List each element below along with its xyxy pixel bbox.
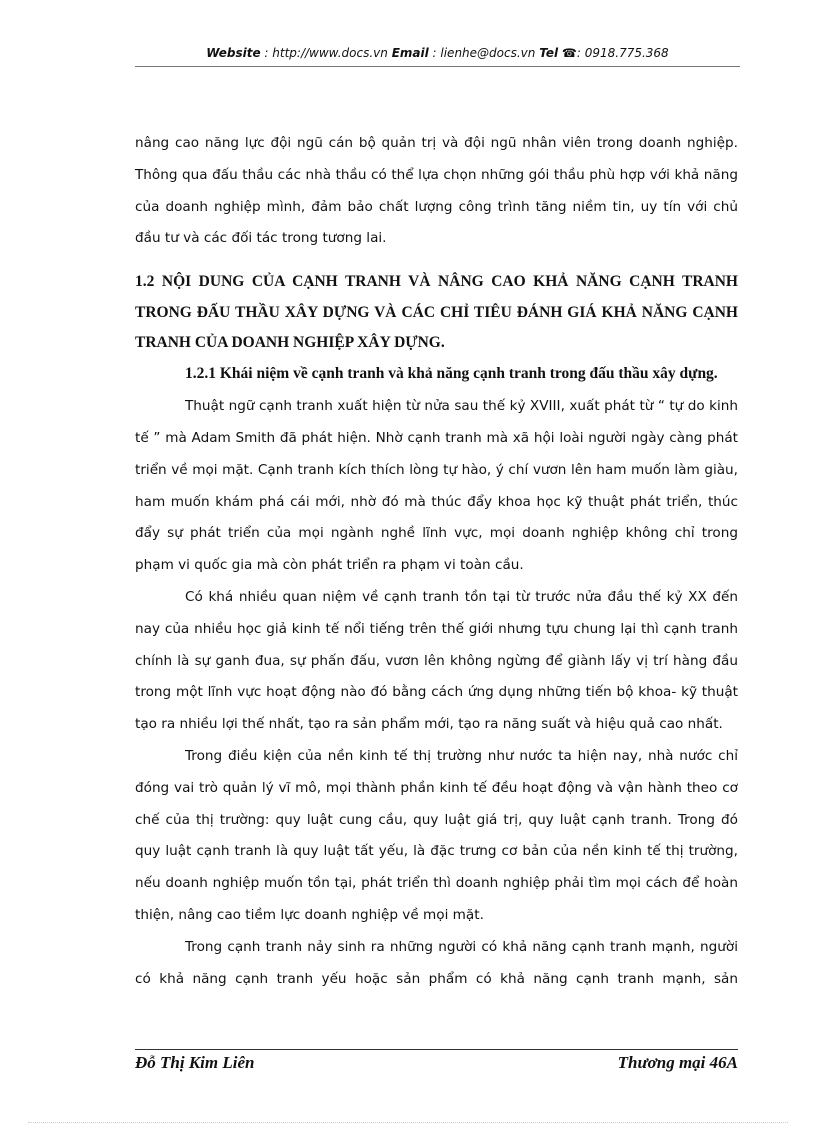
paragraph-bidding: Thông qua đấu thầu các nhà thầu có thể lựa chọn những gói thầu phù hợp với khả năng của doanh nghiệp mình, đảm bảo chất lượng công trình tăng niềm tin, uy tín với chủ đầu tư và các đối tác trong tương lai. (135, 166, 738, 247)
tel-label: Tel (539, 46, 559, 60)
paragraph-4: Trong cạnh tranh nảy sinh ra những người có khả năng cạnh tranh mạnh, người có khả năng cạnh tranh yếu hoặc sản phẩm có khả năng cạnh tranh mạnh, sản (135, 938, 738, 987)
paragraph-2: Có khá nhiều quan niệm về cạnh tranh tồn tại từ trước nửa đầu thế kỷ XX đến nay của nhiều học giả kinh tế nổi tiếng trên thế giới nhưng tựu chung lại thì cạnh tranh chính là sự ganh đua, sự phấn đấu, vươn lên không ngừng để giành lấy vị trí hàng đầu trong một lĩnh vực hoạt động nào đó bằng cách ứng dụng những tiến bộ khoa- kỹ thuật tạo ra nhiều lợi thế nhất, tạo ra sản phẩm mới, tạo ra năng suất và hiệu quả cao nhất. (135, 588, 738, 733)
subsection-heading: 1.2.1 Khái niệm về cạnh tranh và khả năng cạnh tranh trong đấu thầu xây dựng. (185, 364, 718, 382)
header-divider (135, 66, 740, 67)
paragraph-1: Thuật ngữ cạnh tranh xuất hiện từ nửa sau thế kỷ XVIII, xuất phát từ “ tự do kinh tế ” mà Adam Smith đã phát hiện. Nhờ cạnh tranh mà xã hội loài người ngày càng phát triển về mọi mặt. Cạnh tranh kích thích lòng tự hào, ý chí vươn lên ham muốn làm giàu, ham muốn khám phá cái mới, nhờ đó mà thúc đẩy khoa học kỹ thuật phát triển, thúc đẩy sự phát triển của mọi ngành nghề lĩnh vực, mọi doanh nghiệp không chỉ trong phạm vi quốc gia mà còn phát triển ra phạm vi toàn cầu. (135, 398, 738, 574)
document-body (135, 128, 738, 995)
paragraph-3: Trong điều kiện của nền kinh tế thị trường như nước ta hiện nay, nhà nước chỉ đóng vai trò quản lý vĩ mô, mọi thành phần kinh tế đều hoạt động và vận hành theo cơ chế của thị trường: quy luật cung cầu, quy luật giá trị, quy luật cạnh tranh. Trong đó quy luật cạnh tranh là quy luật tất yếu, là đặc trưng cơ bản của nền kinh tế thị trường, nếu doanh nghiệp muốn tồn tại, phát triển thì doanh nghiệp phải tìm mọi cách để hoàn thiện, nâng cao tiềm lực doanh nghiệp về mọi mặt. (135, 747, 738, 923)
footer-class: Thương mại 46A (617, 1053, 738, 1072)
paragraph-continuation: nâng cao năng lực đội ngũ cán bộ quản trị và đội ngũ nhân viên trong doanh nghiệp. (135, 135, 738, 151)
email-label: Email (391, 46, 429, 60)
section-heading: 1.2 NỘI DUNG CỦA CẠNH TRANH VÀ NÂNG CAO KHẢ NĂNG CẠNH TRANH TRONG ĐẤU THẦU XÂY DỰNG VÀ CÁC CHỈ TIÊU ĐÁNH GIÁ KHẢ NĂNG CẠNH TRANH CỦA DOANH NGHIỆP XÂY DỰNG. (135, 273, 738, 352)
tel-value: : 0918.775.368 (576, 46, 669, 60)
email-value: : lienhe@docs.vn (428, 46, 540, 60)
footer-author: Đỗ Thị Kim Liên (135, 1053, 255, 1072)
page-header (135, 46, 740, 60)
website-value: : http://www.docs.vn (260, 46, 392, 60)
footer-divider (135, 1049, 738, 1050)
website-label: Website (206, 46, 261, 60)
phone-icon: ☎ (561, 46, 577, 60)
